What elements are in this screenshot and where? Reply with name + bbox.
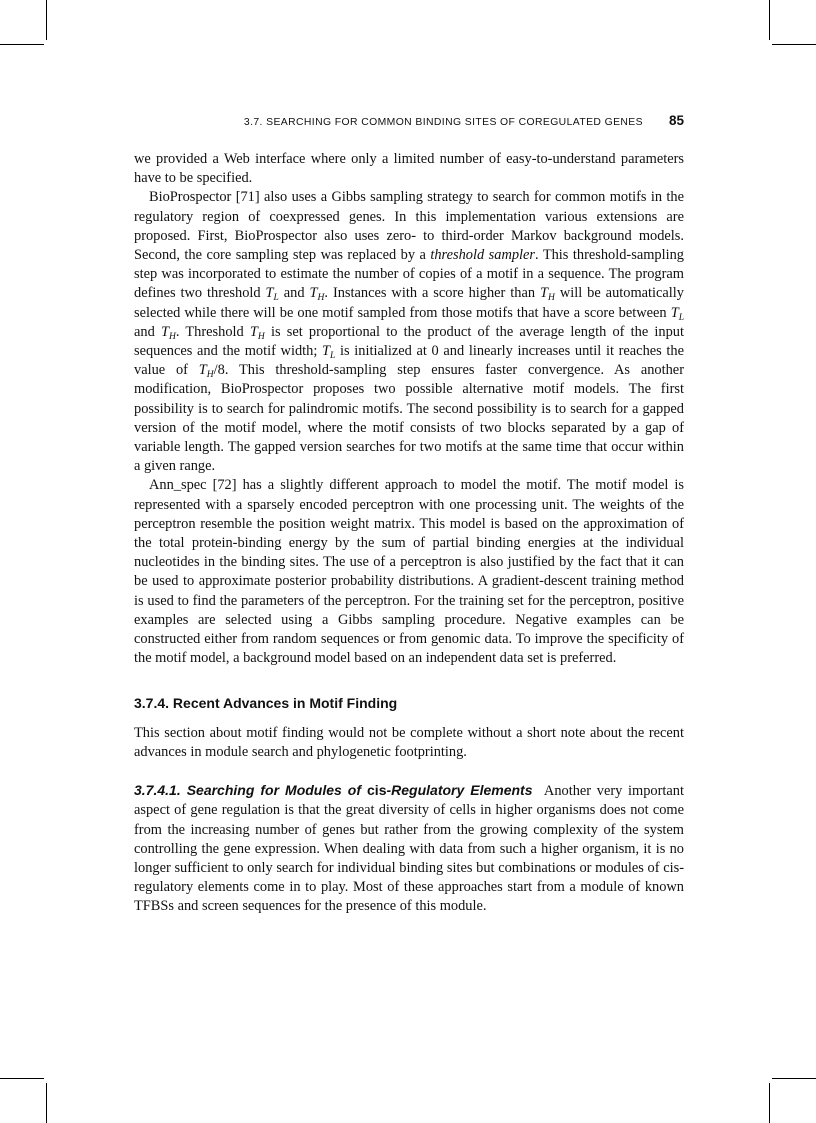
- symbol-t-l: $T_L$: [322, 343, 336, 362]
- paragraph-section-intro: This section about motif finding would not be complete without a short note about the recent advances in module search and phylogenetic footprinting.: [134, 724, 684, 760]
- text-run: BioProspector [71] also uses a Gibbs sampling strategy to search for common motifs in the regulatory region of coexpressed genes. In this implementation various extensions are proposed. First, BioProspector also uses zero- to third-order Markov background models. Second, the core sampling step was replaced by a: [134, 189, 684, 264]
- paragraph-bioprospector: [134, 188, 684, 476]
- crop-mark-bottom-left-horizontal: [0, 1078, 44, 1079]
- text-run: Another very important aspect of gene regulation is that the great diversity of cells in higher organisms does not come from the increasing number of genes but rather from the growing complexity of the system controlling the gene expression. When dealing with data from such a higher organism, it is no longer sufficient to only search for individual binding sites but combinations or modules of cis-regulatory elements come in to play. Most of these approaches start from a module of known TFBSs and screen sequences for the presence of this module.: [134, 783, 684, 915]
- paragraph-modules: [134, 781, 684, 916]
- paragraph-web-interface: we provided a Web interface where only a limited number of easy-to-understand parameters have to be specified.: [134, 151, 684, 187]
- text-run: is set proportional to the product of the average length of the input sequences and the motif width;: [134, 323, 684, 360]
- crop-mark-top-right-vertical: [769, 0, 770, 40]
- text-run: /8. This threshold-sampling step ensures faster convergence. As another modification, BioProspector proposes two possible alternative motif models. The first possibility is to search for palindromic motifs. The second possibility is to search for a gapped version of the motif model, where the motif consists of two blocks separated by a gap of variable length. The gapped version searches for two motifs at the same time that occur within a given range.: [134, 362, 684, 475]
- symbol-t-l: $T_L$: [670, 304, 684, 323]
- symbol-t-h: $T_H$: [309, 285, 325, 304]
- running-title: 3.7. SEARCHING FOR COMMON BINDING SITES OF COREGULATED GENES: [243, 117, 643, 128]
- running-header: [134, 113, 684, 128]
- text-run: . Instances with a score higher than: [324, 285, 540, 302]
- text-run: and: [134, 323, 161, 340]
- crop-mark-bottom-right-vertical: [769, 1083, 770, 1123]
- crop-mark-top-right-horizontal: [772, 44, 816, 45]
- term-threshold-sampler: threshold sampler: [430, 247, 536, 264]
- page-number: 85: [668, 113, 684, 128]
- crop-mark-top-left-vertical: [46, 0, 47, 40]
- subsection-heading: 3.7.4.1. Searching for Modules of cis-Regulatory Elements: [134, 782, 533, 799]
- symbol-t-h: $T_H$: [198, 362, 214, 381]
- text-run: . This threshold-sampling step was incorporated to estimate the number of copies of a motif in a sequence. The program defines two threshold: [134, 247, 684, 302]
- symbol-t-h: $T_H$: [540, 285, 555, 304]
- section-heading: 3.7.4. Recent Advances in Motif Finding: [134, 695, 398, 712]
- crop-mark-top-left-horizontal: [0, 44, 44, 45]
- crop-mark-bottom-right-horizontal: [772, 1078, 816, 1079]
- symbol-t-h: $T_H$: [249, 323, 265, 342]
- symbol-t-h: $T_H$: [160, 323, 176, 342]
- text-run: is initialized at 0 and linearly increases until it reaches the value of: [134, 343, 685, 379]
- symbol-t-l: $T_L$: [265, 285, 279, 304]
- text-run: will be automatically selected while there will be one motif sampled from those motifs that have a score between: [134, 285, 684, 321]
- text-run: and: [278, 285, 310, 302]
- text-run: . Threshold: [175, 323, 250, 340]
- paragraph-ann-spec: Ann_spec [72] has a slightly different approach to model the motif. The motif model is represented with a sparsely encoded perceptron with one processing unit. The weights of the perceptron resemble the position weight matrix. This model is based on the approximation of the total protein-binding energy by the sum of partial binding energies at the individual nucleotides in the binding sites. The use of a perceptron is also justified by the fact that it can be used to approximate posterior probability distributions. A gradient-descent training method is used to find the parameters of the perceptron. For the training set for the perceptron, positive examples are selected using a Gibbs sampling procedure. Negative examples can be constructed either from random sequences or from genomic data. To improve the specificity of the motif model, a background model based on an independent data set is preferred.: [134, 477, 684, 667]
- body-text: [134, 150, 684, 917]
- crop-mark-bottom-left-vertical: [46, 1083, 47, 1123]
